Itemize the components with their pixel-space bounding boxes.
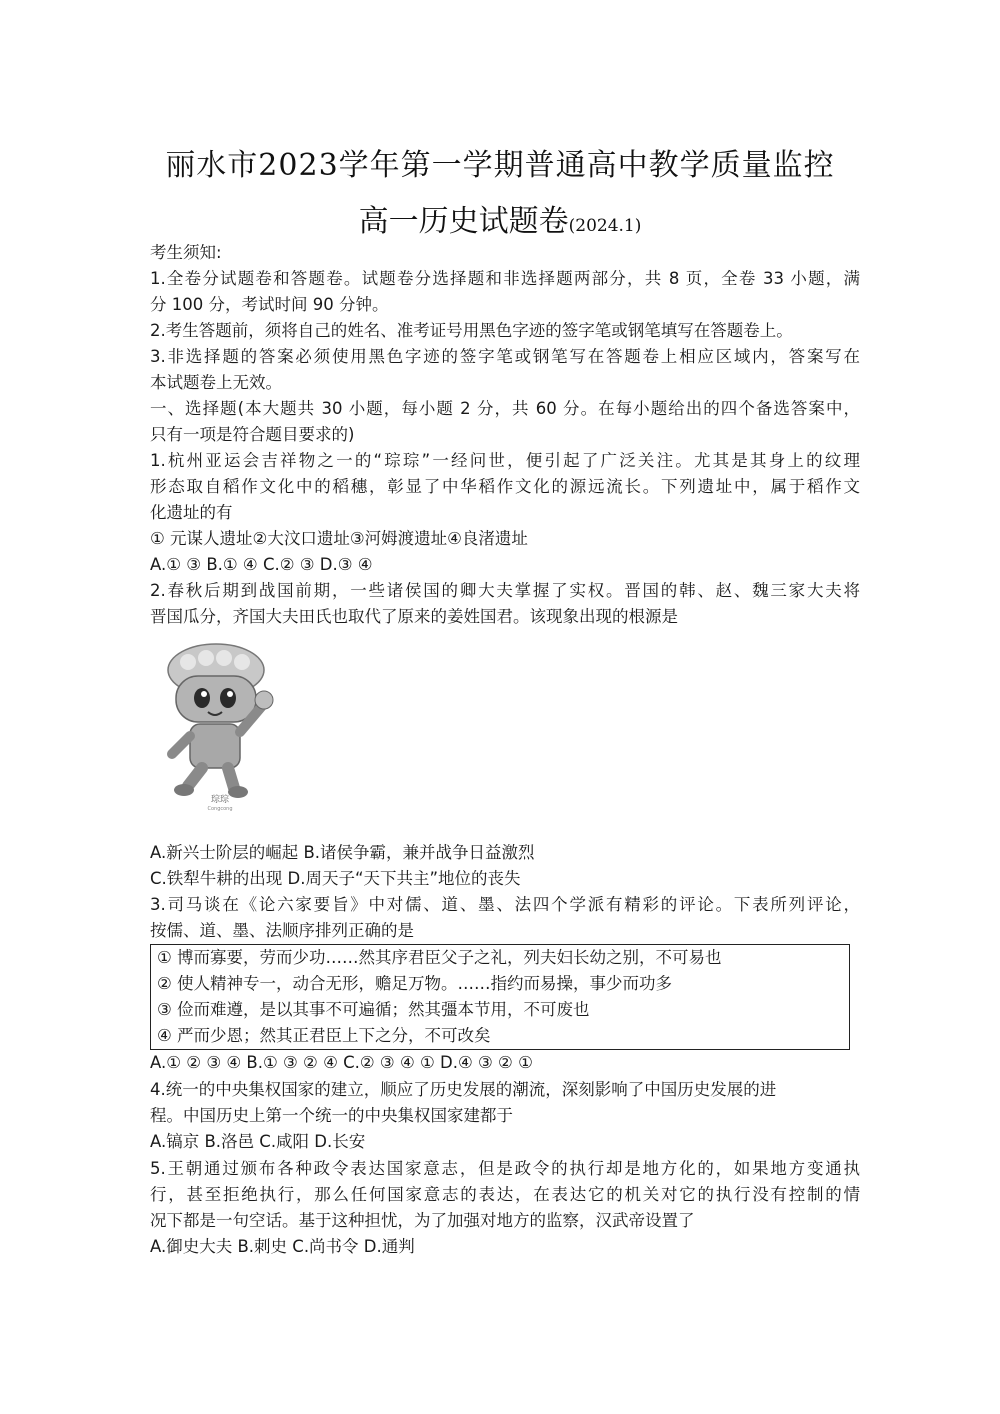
q1-line-2: 形态取自稻作文化中的稻穗，彰显了中华稻作文化的源远流长。下列遗址中，属于稻作文	[150, 477, 860, 496]
q4-line-1: 4.统一的中央集权国家的建立，顺应了历史发展的潮流，深刻影响了中国历史发展的进	[150, 1080, 777, 1099]
q3-line-2: 按儒、道、墨、法顺序排列正确的是	[150, 921, 414, 940]
q2-line-2: 晋国瓜分，齐国大夫田氏也取代了原来的姜姓国君。该现象出现的根源是	[150, 607, 678, 626]
q3-options: A.① ② ③ ④ B.① ③ ② ④ C.② ③ ④ ① D.④ ③ ② ①	[150, 1053, 533, 1072]
notice-item-3-line-2: 本试题卷上无效。	[150, 373, 282, 392]
q4-options: A.镐京 B.洛邑 C.咸阳 D.长安	[150, 1132, 366, 1151]
q3-quote-4: ④ 严而少恩；然其正君臣上下之分，不可改矣	[157, 1026, 491, 1045]
q2-line-1: 2.春秋后期到战国前期，一些诸侯国的卿大夫掌握了实权。晋国的韩、赵、魏三家大夫将	[150, 581, 860, 600]
mascot-caption: 琮琮	[210, 795, 230, 805]
q1-line-1: 1.杭州亚运会吉祥物之一的“琮琮”一经问世，便引起了广泛关注。尤其是其身上的纹理	[150, 451, 860, 470]
q3-quote-1: ① 博而寡要，劳而少功……然其序君臣父子之礼，列夫妇长幼之别，不可易也	[157, 948, 722, 967]
q2-options-line-2: C.铁犁牛耕的出现 D.周天子“天下共主”地位的丧失	[150, 869, 521, 888]
notice-item-1-line-2: 分 100 分，考试时间 90 分钟。	[150, 295, 389, 314]
exam-subtitle	[0, 196, 1000, 240]
mascot-caption-en: Congcong	[207, 806, 233, 812]
q5-line-2: 行，甚至拒绝执行，那么任何国家意志的表达，在表达它的机关对它的执行没有控制的情	[150, 1185, 860, 1204]
section-heading-line-2: 只有一项是符合题目要求的)	[150, 425, 355, 444]
q5-options: A.御史大夫 B.刺史 C.尚书令 D.通判	[150, 1237, 415, 1256]
q1-options: A.① ③ B.① ④ C.② ③ D.③ ④	[150, 555, 373, 574]
section-heading-line-1: 一、选择题(本大题共 30 小题，每小题 2 分，共 60 分。在每小题给出的四个备选答案中，	[150, 399, 860, 418]
exam-date: (2024.1)	[568, 216, 642, 236]
q5-line-1: 5.王朝通过颁布各种政令表达国家意志，但是政令的执行却是地方化的，如果地方变通执	[150, 1159, 860, 1178]
notice-heading: 考生须知:	[150, 243, 222, 262]
q4-line-2: 程。中国历史上第一个统一的中央集权国家建都于	[150, 1106, 513, 1125]
q5-line-3: 况下都是一句空话。基于这种担忧，为了加强对地方的监察，汉武帝设置了	[150, 1211, 695, 1230]
q3-quote-table	[150, 944, 850, 1050]
subtitle-text: 高一历史试题卷	[358, 204, 569, 239]
notice-item-2: 2.考生答题前，须将自己的姓名、准考证号用黑色字迹的签字笔或钢笔填写在答题卷上。	[150, 321, 793, 340]
q2-options-line-1: A.新兴士阶层的崛起 B.诸侯争霸，兼并战争日益激烈	[150, 843, 535, 862]
exam-title: 丽水市2023学年第一学期普通高中教学质量监控	[165, 148, 835, 183]
notice-item-1-line-1: 1.全卷分试题卷和答题卷。试题卷分选择题和非选择题两部分，共 8 页，全卷 33 小题，满	[150, 269, 860, 288]
notice-item-3-line-1: 3.非选择题的答案必须使用黑色字迹的签字笔或钢笔写在答题卷上相应区域内，答案写在	[150, 347, 860, 366]
q1-items: ① 元谋人遗址②大汶口遗址③河姆渡遗址④良渚遗址	[150, 529, 528, 548]
congcong-mascot-image	[156, 636, 284, 812]
q3-quote-2: ② 使人精神专一，动合无形，赡足万物。……指约而易操，事少而功多	[157, 974, 673, 993]
q1-line-3: 化遗址的有	[150, 503, 233, 522]
q3-line-1: 3.司马谈在《论六家要旨》中对儒、道、墨、法四个学派有精彩的评论。下表所列评论，	[150, 895, 860, 914]
q3-quote-3: ③ 俭而难遵，是以其事不可遍循；然其彊本节用，不可废也	[157, 1000, 590, 1019]
